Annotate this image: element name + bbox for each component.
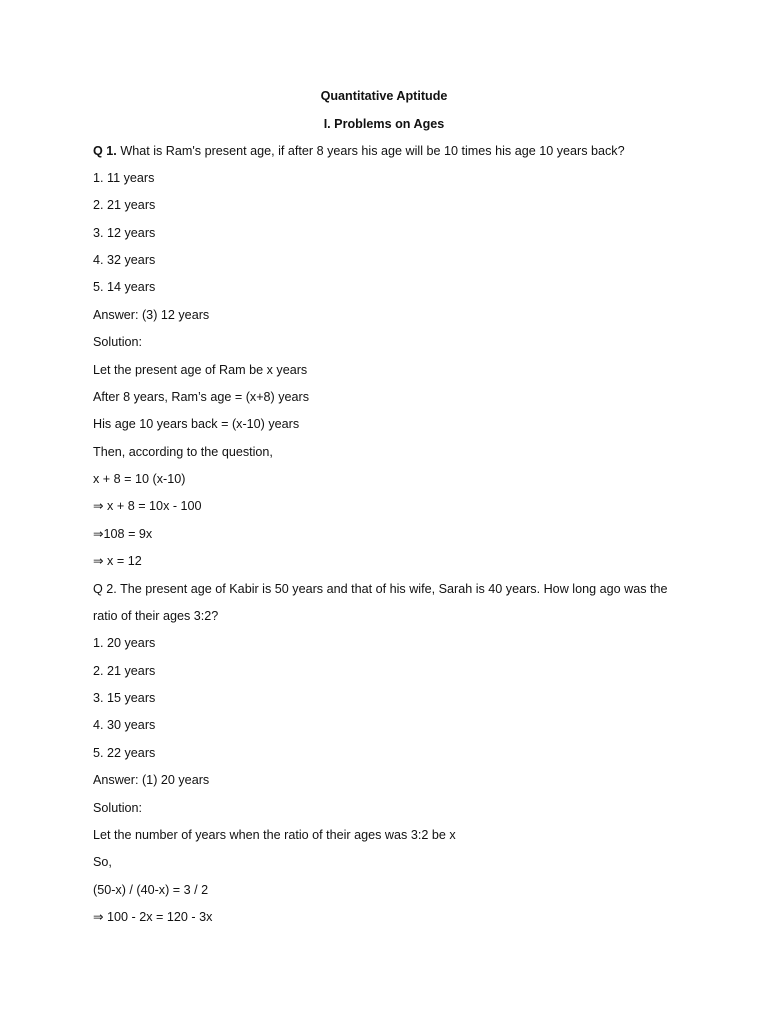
- q2-solution-line: So,: [93, 855, 112, 869]
- question-2-line-2: ratio of their ages 3:2?: [93, 609, 219, 623]
- q1-solution-line: x + 8 = 10 (x-10): [93, 472, 186, 486]
- question-1-text: What is Ram's present age, if after 8 years his age will be 10 times his age 10 years back?: [120, 144, 625, 158]
- q1-answer: Answer: (3) 12 years: [93, 308, 210, 322]
- q1-option-2: 2. 21 years: [93, 198, 156, 212]
- q2-solution-line: (50-x) / (40-x) = 3 / 2: [93, 883, 209, 897]
- q1-solution-line: Then, according to the question,: [93, 445, 273, 459]
- q2-answer: Answer: (1) 20 years: [93, 773, 210, 787]
- q1-solution-line: ⇒108 = 9x: [93, 527, 153, 541]
- q1-solution-line: His age 10 years back = (x-10) years: [93, 417, 300, 431]
- document-title: Quantitative Aptitude: [320, 89, 448, 103]
- section-heading: I. Problems on Ages: [323, 117, 445, 131]
- q1-option-1: 1. 11 years: [93, 171, 155, 185]
- question-1-label: Q 1.: [93, 144, 117, 158]
- question-1: [93, 143, 625, 159]
- q2-option-4: 4. 30 years: [93, 718, 156, 732]
- q2-solution-line: ⇒ 100 - 2x = 120 - 3x: [93, 910, 213, 924]
- q1-option-3: 3. 12 years: [93, 226, 156, 240]
- q1-solution-line: After 8 years, Ram’s age = (x+8) years: [93, 390, 310, 404]
- q2-option-1: 1. 20 years: [93, 636, 156, 650]
- q1-solution-line: ⇒ x = 12: [93, 554, 142, 568]
- q2-solution-label: Solution:: [93, 801, 143, 815]
- q1-solution-label: Solution:: [93, 335, 143, 349]
- q2-option-5: 5. 22 years: [93, 746, 156, 760]
- q1-option-5: 5. 14 years: [93, 280, 156, 294]
- q2-solution-line: Let the number of years when the ratio of their ages was 3:2 be x: [93, 828, 456, 842]
- q1-solution-line: Let the present age of Ram be x years: [93, 363, 308, 377]
- q1-solution-line: ⇒ x + 8 = 10x - 100: [93, 499, 202, 513]
- q2-option-2: 2. 21 years: [93, 664, 156, 678]
- question-2-line-1: Q 2. The present age of Kabir is 50 years and that of his wife, Sarah is 40 years. How long ago was the: [93, 582, 668, 596]
- q1-option-4: 4. 32 years: [93, 253, 156, 267]
- q2-option-3: 3. 15 years: [93, 691, 156, 705]
